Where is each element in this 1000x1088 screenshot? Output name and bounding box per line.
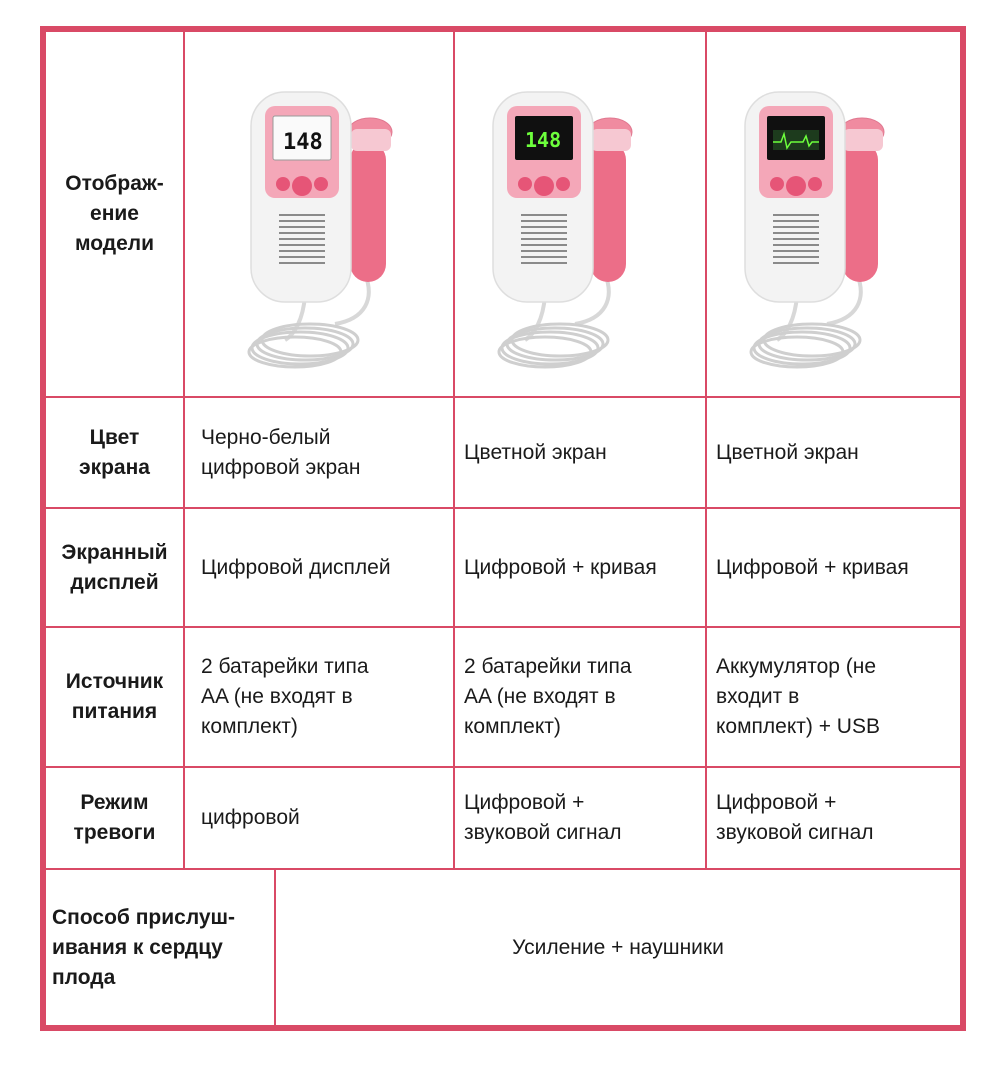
screen-display-value-2: Цифровой + кривая (464, 555, 657, 579)
row-header-alarm: Режим тревоги (73, 791, 156, 844)
row-header-model: Отображ- ение модели (65, 172, 164, 255)
speaker-grille (279, 214, 325, 264)
waveform-graph (773, 130, 819, 150)
power-value-2: 2 батарейки типа AA (не входят в комплект) (464, 655, 632, 738)
probe (588, 118, 632, 282)
device-image-3 (707, 34, 957, 396)
probe (348, 118, 392, 282)
coiled-cable (499, 324, 608, 367)
speaker-grille (521, 214, 567, 264)
speaker-grille (773, 214, 819, 264)
screen-display-value-1: Цифровой дисплей (201, 555, 391, 579)
device-image-2 (455, 34, 705, 396)
screen-color-value-1: Черно-белый цифровой экран (201, 425, 361, 479)
alarm-value-3: Цифровой + звуковой сигнал (716, 791, 874, 844)
row-header-power: Источник питания (65, 670, 164, 723)
device-image-1 (185, 34, 453, 396)
row-header-screen-color: Цвет экрана (79, 425, 150, 479)
screen-display-value-3: Цифровой + кривая (716, 555, 909, 579)
coiled-cable (249, 324, 358, 367)
alarm-value-1: цифровой (201, 806, 300, 829)
screen-color-value-2: Цветной экран (464, 440, 607, 464)
alarm-value-2: Цифровой + звуковой сигнал (464, 791, 622, 844)
heart-rate-reading: 148 (283, 130, 323, 155)
row-header-listening: Способ прислуш- ивания к сердцу плода (52, 905, 236, 989)
power-value-1: 2 батарейки типа AA (не входят в комплект) (201, 655, 369, 738)
probe (840, 118, 884, 282)
listening-value: Усиление + наушники (512, 935, 724, 959)
power-value-3: Аккумулятор (не входит в комплект) + USB (716, 655, 880, 738)
screen-color-value-3: Цветной экран (716, 440, 859, 464)
heart-rate-reading: 148 (525, 128, 562, 152)
coiled-cable (751, 324, 860, 367)
row-header-screen-display: Экранный дисплей (61, 540, 168, 594)
